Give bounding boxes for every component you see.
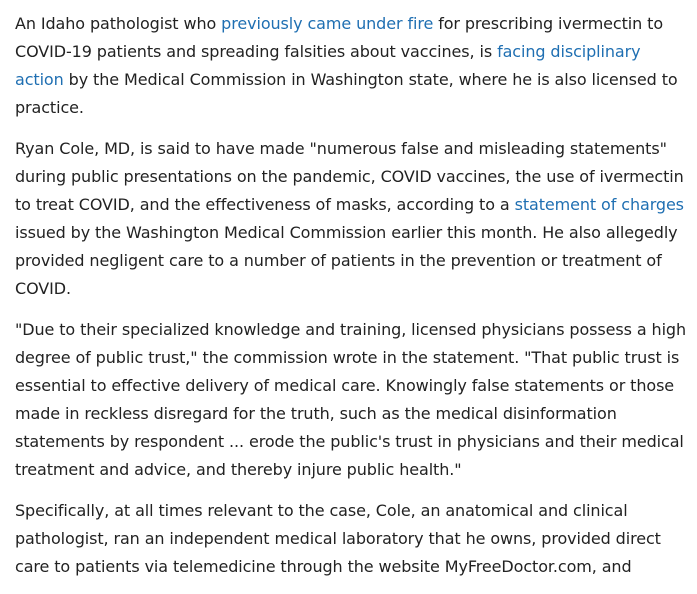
- paragraph-2-text-b: issued by the Washington Medical Commission earlier this month. He also allegedly provided negligent care to a number of patients in the prevention or treatment of COVID.: [15, 223, 678, 298]
- paragraph-2: [15, 135, 687, 303]
- paragraph-1-text-b: for prescribing ivermectin to COVID-19 patients and spreading falsities about vaccines, is: [15, 14, 664, 61]
- facing-disciplinary-action-link[interactable]: facing disciplinary action: [15, 42, 641, 89]
- paragraph-1-text-c: by the Medical Commission in Washington state, where he is also licensed to practice.: [15, 70, 678, 117]
- paragraph-3-text: "Due to their specialized knowledge and training, licensed physicians possess a high degree of public trust," the commission wrote in the statement. "That public trust is essential to effective delivery of medical care. Knowingly false statements or those made in reckless disregard for the truth, such as the medical disinformation statements by respondent ... erode the public's trust in physicians and their medical treatment and advice, and thereby injure public health.": [15, 320, 687, 479]
- previously-came-under-fire-link[interactable]: previously came under fire: [221, 14, 434, 33]
- article-body: [15, 10, 687, 594]
- statement-of-charges-link[interactable]: statement of charges: [514, 195, 684, 214]
- paragraph-2-text-a: Ryan Cole, MD, is said to have made "numerous false and misleading statements" during public presentations on the pandemic, COVID vaccines, the use of ivermectin to treat COVID, and the effectiveness of masks, according to a: [15, 139, 684, 214]
- paragraph-1-text-a: An Idaho pathologist who: [15, 14, 222, 33]
- paragraph-1: [15, 10, 687, 122]
- paragraph-4: [15, 497, 687, 581]
- paragraph-4-text: Specifically, at all times relevant to the case, Cole, an anatomical and clinical pathologist, ran an independent medical laboratory that he owns, provided direct care to patients via telemedicine through the website MyFreeDoctor.com, and: [15, 501, 661, 576]
- paragraph-3: [15, 316, 687, 484]
